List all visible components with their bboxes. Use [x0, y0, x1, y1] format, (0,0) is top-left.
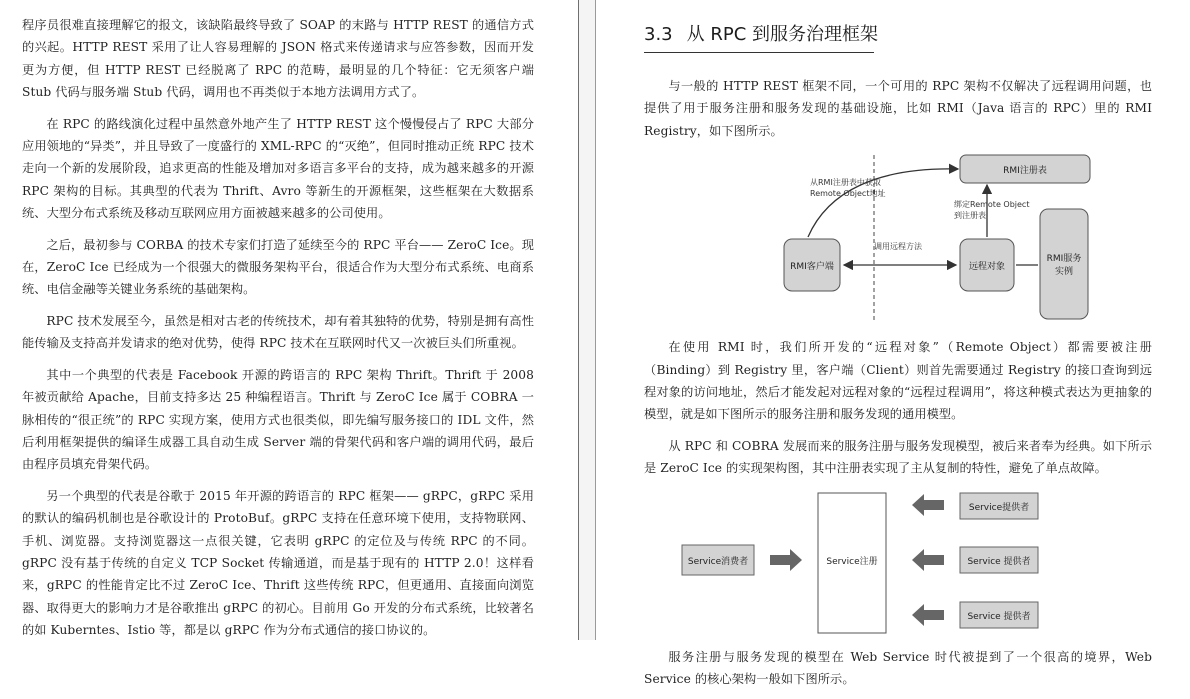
right-page — [596, 0, 1190, 687]
lookup-label-2: Remote Object地址 — [810, 189, 886, 199]
provider-arrow-2-icon — [912, 549, 944, 571]
left-text-column — [22, 14, 534, 651]
rmi-service-instance-box — [1040, 209, 1088, 319]
service-instance-label-1: RMI服务 — [1046, 254, 1082, 265]
bind-label-2: 到注册表 — [954, 211, 986, 221]
right-text-column — [644, 14, 1152, 699]
left-paragraph-3: 之后，最初参与 CORBA 的技术专家们打造了延续至今的 RPC 平台—— ZeroC Ice。现在，ZeroC Ice 已经成为一个很强大的微服务架构平台，很适合作为大型分布式系统、电商系统、电信金融等关键业务系统的基础架构。 — [22, 237, 534, 297]
right-paragraph-4: 服务注册与服务发现的模型在 Web Service 时代被提到了一个很高的境界，Web Service 的核心架构一般如下图所示。 — [644, 649, 1152, 687]
left-page — [0, 0, 578, 640]
rmi-registry-label: RMI注册表 — [1003, 166, 1047, 177]
section-heading — [644, 20, 879, 53]
page-gutter — [578, 0, 596, 640]
right-paragraph-3: 从 RPC 和 COBRA 发展而来的服务注册与服务发现模型，被后来者奉为经典。如下所示是 ZeroC Ice 的实现架构图，其中注册表实现了主从复制的特性，避免了单点故障。 — [644, 438, 1152, 476]
left-paragraph-1: 程序员很难直接理解它的报文，该缺陷最终导致了 SOAP 的末路与 HTTP REST 的通信方式的兴起。HTTP REST 采用了让人容易理解的 JSON 格式来传递请求与应答参数，因而开发更为方便，但 HTTP REST 已经脱离了 RPC 的范畴，最明显的几个特征：它无须客户端 Stub 代码与服务端 Stub 代码，调用也不再类似于本地方法调用方式了。 — [22, 18, 534, 100]
provider-arrow-1-icon — [912, 494, 944, 516]
right-paragraph-1: 与一般的 HTTP REST 框架不同，一个可用的 RPC 架构不仅解决了远程调用问题，也提供了用于服务注册和服务发现的基础设施，比如 RMI（Java 语言的 RPC）里的 RMI Registry，如下图所示。 — [644, 79, 1152, 138]
provider-label-2: Service 提供者 — [967, 556, 1031, 567]
bind-label-1: 绑定Remote Object — [954, 200, 1030, 210]
provider-arrow-3-icon — [912, 604, 944, 626]
lookup-label-1: 从RMI注册表中获取 — [810, 178, 881, 188]
remote-object-label: 远程对象 — [968, 262, 1006, 273]
service-registry-diagram — [658, 489, 1138, 637]
provider-label-1: Service提供者 — [968, 502, 1030, 513]
section-title: 从 RPC 到服务治理框架 — [686, 24, 879, 45]
left-paragraph-6: 另一个典型的代表是谷歌于 2015 年开源的跨语言的 RPC 框架—— gRPC，gRPC 采用的默认的编码机制也是谷歌设计的 ProtoBuf。gRPC 支持在任意环境下使用，支持物联网、手机、浏览器。支持浏览器这一点很关键，它表明 gRPC 的定位及与传统 RPC 的不同。gRPC 没有基于传统的自定义 TCP Socket 传输通道，而是基于现有的 HTTP 2.0！这样看来，gRPC 的性能肯定比不过 ZeroC Ice、Thrift 这些传统 RPC，但更通用、直接面向浏览器、取得更大的影响力才是谷歌推出 gRPC 的初心。目前用 Go 开发的分布式系统，比较著名的如 Kuberntes、Istio 等，都是以 gRPC 作为分布式通信的接口协议的。 — [22, 488, 534, 638]
service-instance-label-2: 实例 — [1054, 267, 1074, 278]
rmi-client-label: RMI客户端 — [790, 262, 834, 273]
section-number: 3.3 — [644, 24, 673, 45]
right-paragraph-2: 在使用 RMI 时，我们所开发的“远程对象”（Remote Object）都需要被注册（Binding）到 Registry 里，客户端（Client）则首先需要通过 Registry 的接口查询到远程对象的访问地址，然后才能发起对远程对象的“远程过程调用”，将这种模式表达为更抽象的模型，就是如下图所示的服务注册和服务发现的通用模型。 — [644, 340, 1152, 422]
invoke-label: 调用远程方法 — [874, 242, 922, 252]
consumer-arrow-icon — [770, 549, 802, 571]
provider-label-3: Service 提供者 — [967, 611, 1031, 622]
registry-diagram-svg — [658, 489, 1138, 637]
rmi-architecture-diagram — [658, 151, 1138, 327]
left-paragraph-2: 在 RPC 的路线演化过程中虽然意外地产生了 HTTP REST 这个慢慢侵占了 RPC 大部分应用领地的“异类”，并且导致了一度盛行的 XML-RPC 的“灭绝”，但同时推动正统 RPC 技术走向一个新的发展阶段，追求更高的性能及增加对多语言多平台的支持，成为越来越多的开源 RPC 架构的目标。其典型的代表为 Thrift、Avro 等新生的开源框架，这些框架在大数据系统、大型分布式系统及移动互联网应用方面被越来越多的公司使用。 — [22, 116, 534, 221]
registry-label: Service注册 — [826, 556, 878, 567]
consumer-label: Service消费者 — [687, 556, 749, 567]
left-paragraph-5: 其中一个典型的代表是 Facebook 开源的跨语言的 RPC 架构 Thrift。Thrift 于 2008 年被贡献给 Apache，目前支持多达 25 种编程语言。Thrift 与 ZeroC Ice 属于 COBRA 一脉相传的“很正统”的 RPC 实现方案，使用方式也很类似，即先编写服务接口的 IDL 文件，然后利用框架提供的编译生成器工具自动生成 Server 端的骨架代码和客户端的调用代码，最后由程序员填充骨架代码。 — [22, 367, 534, 472]
left-paragraph-4: RPC 技术发展至今，虽然是相对古老的传统技术，却有着其独特的优势，特别是拥有高性能传输及支持高并发请求的绝对优势，使得 RPC 技术在互联网时代又一次被巨头们所重视。 — [22, 313, 534, 351]
rmi-diagram-svg — [658, 151, 1138, 327]
